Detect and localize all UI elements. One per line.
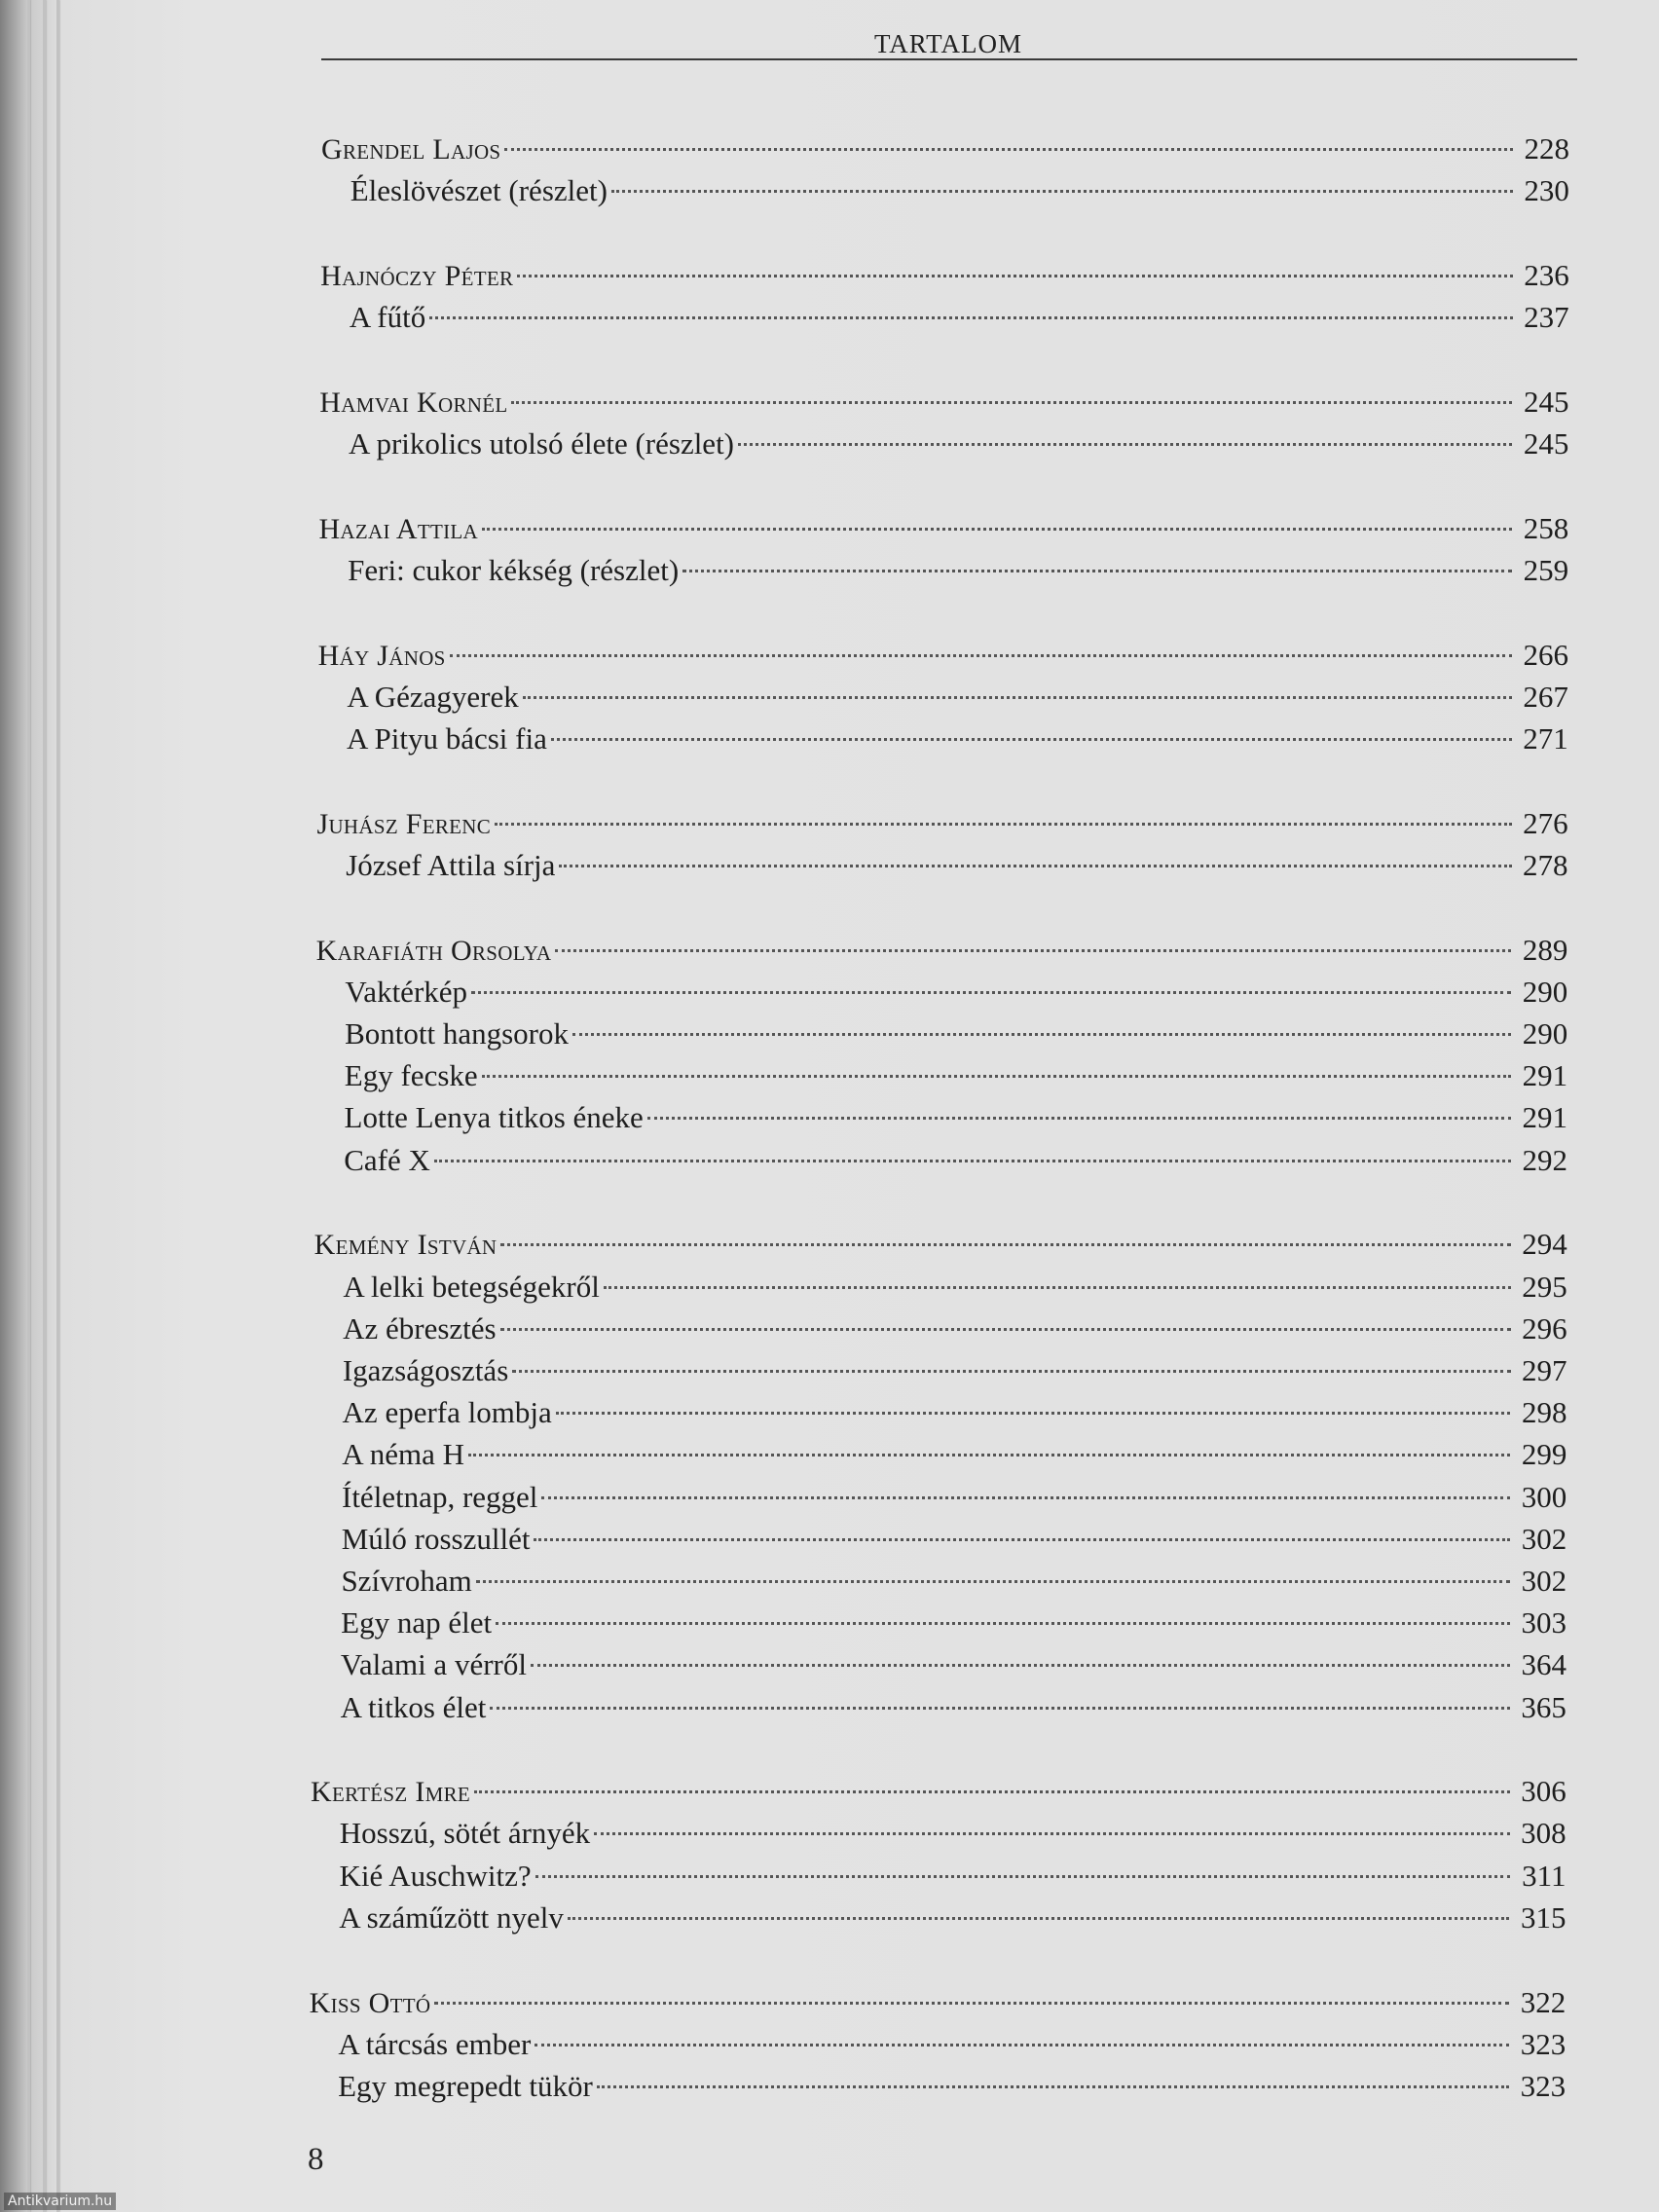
toc-work-entry	[350, 162, 1569, 208]
toc-entry-page: 245	[1523, 384, 1569, 419]
toc-entry-page: 302	[1521, 1521, 1567, 1556]
toc-entry-label: Éleslövészet (részlet)	[350, 173, 608, 208]
toc-work-entry	[342, 1342, 1567, 1387]
toc-entry-label: Az ébresztés	[343, 1310, 497, 1346]
dot-leader	[500, 1215, 1510, 1254]
toc-entry-label: A száműzött nyelv	[339, 1899, 564, 1935]
dot-leader	[555, 921, 1511, 960]
watermark: Antikvarium.hu	[4, 2193, 116, 2210]
dot-leader	[535, 2015, 1509, 2054]
toc-work-entry	[344, 1088, 1568, 1135]
dot-leader	[556, 1383, 1511, 1422]
toc-entry-page: 306	[1521, 1774, 1567, 1809]
toc-entry-label: A prikolics utolsó élete (részlet)	[349, 426, 735, 461]
toc-work-entry	[344, 1047, 1568, 1093]
dot-leader	[534, 1510, 1510, 1549]
toc-author-entry	[311, 1762, 1567, 1809]
toc-entry-page: 296	[1522, 1310, 1567, 1346]
toc-entry-page: 237	[1524, 300, 1569, 335]
dot-leader	[535, 1847, 1510, 1886]
toc-work-entry	[345, 1005, 1568, 1051]
toc-entry-page: 295	[1522, 1269, 1567, 1304]
toc-entry-label: Karafiáth Orsolya	[315, 934, 552, 967]
dot-leader	[434, 1973, 1509, 2012]
toc-author-entry	[316, 794, 1568, 840]
dot-leader	[597, 2057, 1509, 2096]
dot-leader	[682, 541, 1512, 580]
toc-entry-page: 290	[1522, 974, 1568, 1009]
toc-entry-label: Kemény István	[313, 1229, 498, 1262]
toc-entry-label: Kié Auschwitz?	[339, 1858, 532, 1893]
toc-entry-page: 245	[1523, 426, 1569, 461]
dot-leader	[504, 120, 1513, 159]
toc-work-entry	[348, 541, 1569, 587]
toc-entry-label: Igazságosztás	[342, 1352, 509, 1387]
toc-work-entry	[345, 963, 1568, 1009]
toc-work-entry	[347, 668, 1568, 714]
dot-leader	[450, 626, 1512, 665]
toc-entry-label: A Gézagyerek	[347, 679, 519, 714]
toc-work-entry	[344, 1131, 1567, 1177]
toc-author-entry	[318, 499, 1569, 545]
toc-entry-page: 228	[1524, 131, 1569, 166]
toc-entry-label: Kertész Imre	[311, 1776, 471, 1809]
header-title: TARTALOM	[873, 29, 1022, 58]
toc-work-entry	[338, 2057, 1567, 2103]
toc-entry-page: 300	[1521, 1479, 1567, 1514]
toc-entry-page: 322	[1520, 1984, 1567, 2019]
toc-author-entry	[320, 246, 1569, 292]
toc-entry-label: A Pityu bácsi fia	[347, 721, 547, 756]
toc-entry-label: A néma H	[342, 1437, 464, 1472]
dot-leader	[523, 668, 1512, 707]
dot-leader	[500, 1300, 1511, 1339]
toc-entry-label: Az eperfa lombja	[342, 1395, 552, 1430]
dot-leader	[495, 794, 1512, 833]
toc-entry-label: A titkos élet	[340, 1689, 487, 1724]
dot-leader	[559, 836, 1511, 875]
toc-entry-page: 298	[1521, 1395, 1567, 1430]
toc-entry-label: Ítéletnap, reggel	[342, 1479, 538, 1514]
toc-entry-label: Vaktérkép	[345, 974, 468, 1009]
toc-work-entry	[347, 710, 1568, 756]
toc-work-entry	[343, 1258, 1567, 1304]
toc-entry-page: 278	[1523, 847, 1568, 882]
dot-leader	[572, 1005, 1511, 1044]
toc-entry-page: 303	[1521, 1605, 1567, 1641]
toc-entry-page: 236	[1524, 257, 1569, 292]
toc-entry-page: 302	[1521, 1563, 1567, 1598]
dot-leader	[496, 1594, 1510, 1633]
toc-entry-page: 299	[1521, 1437, 1567, 1472]
toc-entry-page: 323	[1520, 2026, 1567, 2061]
toc-author-entry	[309, 1973, 1567, 2019]
toc-entry-label: Grendel Lajos	[321, 133, 501, 166]
toc-entry-page: 230	[1524, 173, 1569, 208]
dot-leader	[517, 246, 1512, 285]
toc-entry-label: Kiss Ottó	[309, 1986, 431, 2019]
toc-entry-label: József Attila sírja	[346, 847, 556, 882]
dot-leader	[604, 1258, 1511, 1297]
dot-leader	[647, 1088, 1511, 1127]
toc-work-entry	[343, 1300, 1567, 1346]
dot-leader	[568, 1889, 1510, 1928]
toc-entry-label: A lelki betegségekről	[343, 1269, 600, 1304]
dot-leader	[738, 415, 1512, 454]
dot-leader	[429, 288, 1512, 327]
toc-entry-page: 290	[1522, 1016, 1568, 1051]
page-number: 8	[308, 2142, 324, 2177]
dot-leader	[468, 1425, 1510, 1464]
toc-work-entry	[349, 288, 1569, 335]
dot-leader	[474, 1762, 1510, 1801]
dot-leader	[434, 1131, 1511, 1170]
toc-entry-page: 308	[1521, 1816, 1567, 1851]
toc-entry-page: 294	[1522, 1227, 1567, 1262]
toc-work-entry	[341, 1552, 1567, 1598]
toc-entry-label: Hamvai Kornél	[319, 386, 508, 419]
toc-entry-label: Hajnóczy Péter	[320, 259, 514, 292]
toc-entry-label: Hosszú, sötét árnyék	[339, 1816, 591, 1851]
dot-leader	[471, 963, 1511, 1002]
dot-leader	[490, 1678, 1509, 1717]
toc-entry-label: Múló rosszullét	[341, 1521, 531, 1556]
toc-entry-page: 259	[1523, 552, 1569, 587]
toc-entry-label: A fűtő	[349, 300, 426, 335]
toc-author-entry	[321, 120, 1569, 166]
toc-entry-label: Juhász Ferenc	[316, 807, 492, 840]
toc-work-entry	[338, 2015, 1567, 2061]
toc-work-entry	[341, 1594, 1567, 1641]
toc-work-entry	[340, 1636, 1567, 1682]
dot-leader	[611, 162, 1513, 201]
toc-entry-page: 271	[1523, 721, 1568, 756]
toc-entry-page: 315	[1520, 1899, 1567, 1935]
dot-leader	[512, 1342, 1510, 1381]
toc-entry-label: Feri: cukor kékség (részlet)	[348, 552, 680, 587]
toc-entry-page: 258	[1523, 510, 1569, 545]
toc-work-entry	[339, 1889, 1567, 1935]
toc-entry-page: 365	[1521, 1689, 1567, 1724]
toc-entry-label: Café X	[344, 1142, 430, 1177]
toc-work-entry	[342, 1383, 1567, 1430]
toc-entry-page: 289	[1522, 932, 1568, 967]
toc-entry-label: Valami a vérről	[340, 1647, 527, 1682]
toc-entry-label: Háy János	[317, 639, 446, 672]
toc-work-entry	[341, 1510, 1567, 1556]
toc-work-entry	[342, 1468, 1567, 1514]
toc-entry-page: 291	[1522, 1058, 1568, 1093]
toc-work-entry	[346, 836, 1568, 882]
toc-author-entry	[315, 921, 1568, 967]
toc-entry-label: Egy megrepedt tükör	[338, 2068, 593, 2103]
dot-leader	[541, 1468, 1510, 1507]
toc-entry-page: 292	[1522, 1142, 1567, 1177]
toc-work-entry	[340, 1678, 1567, 1724]
dot-leader	[511, 373, 1512, 412]
toc-work-entry	[339, 1847, 1567, 1893]
toc-work-entry	[342, 1425, 1567, 1472]
toc-entry-label: Egy fecske	[344, 1058, 478, 1093]
dot-leader	[482, 1047, 1511, 1086]
toc-entry-page: 266	[1523, 637, 1568, 672]
toc-entry-page: 291	[1522, 1100, 1568, 1135]
dot-leader	[551, 710, 1512, 749]
dot-leader	[482, 499, 1512, 538]
toc-work-entry	[349, 415, 1569, 461]
toc-entry-page: 267	[1523, 679, 1568, 714]
toc-entry-page: 364	[1521, 1647, 1567, 1682]
toc-author-entry	[319, 373, 1569, 419]
toc-entry-page: 297	[1522, 1352, 1567, 1387]
toc-entry-page: 276	[1523, 805, 1568, 840]
dot-leader	[594, 1804, 1509, 1843]
toc-entry-label: Lotte Lenya titkos éneke	[344, 1100, 644, 1135]
toc-author-entry	[313, 1215, 1567, 1262]
toc-entry-page: 323	[1520, 2068, 1567, 2103]
dot-leader	[531, 1636, 1510, 1675]
toc-work-entry	[339, 1804, 1567, 1851]
toc-entry-label: Bontott hangsorok	[345, 1016, 569, 1051]
toc-entry-page: 311	[1522, 1858, 1567, 1893]
toc-entry-label: Szívroham	[341, 1563, 472, 1598]
toc-author-entry	[317, 626, 1568, 672]
dot-leader	[476, 1552, 1510, 1591]
toc-entry-label: A tárcsás ember	[338, 2026, 532, 2061]
toc-entry-label: Hazai Attila	[318, 512, 479, 545]
toc-entry-label: Egy nap élet	[341, 1605, 493, 1641]
